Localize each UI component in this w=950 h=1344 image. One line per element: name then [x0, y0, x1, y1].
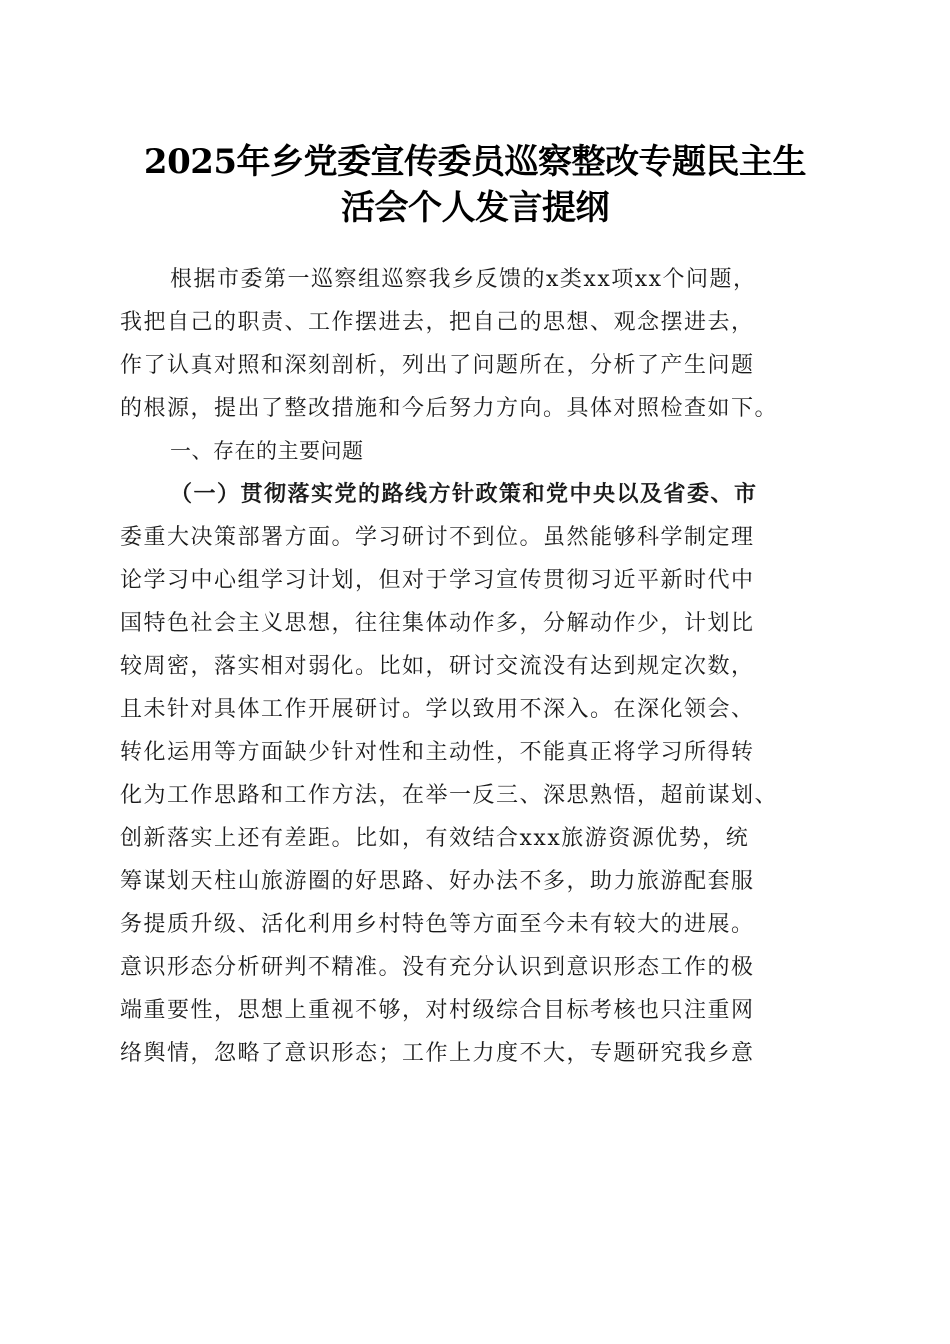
paragraph-intro-line: 根据市委第一巡察组巡察我乡反馈的x类xx项xx个问题， — [170, 267, 757, 292]
document-title-line-1: 2025年乡党委宣传委员巡察整改专题民主生 — [143, 142, 807, 182]
paragraph-line: 化为工作思路和工作方法，在举一反三、深思熟悟，超前谋划、 — [120, 783, 779, 808]
paragraph-line: 端重要性，思想上重视不够，对村级综合目标考核也只注重网 — [120, 998, 755, 1023]
paragraph-line: 意识形态分析研判不精准。没有充分认识到意识形态工作的极 — [120, 955, 755, 980]
document-title-line-2: 活会个人发言提纲 — [341, 188, 609, 228]
paragraph-line: 国特色社会主义思想，往往集体动作多，分解动作少，计划比 — [120, 611, 755, 636]
paragraph-line: 论学习中心组学习计划，但对于学习宣传贯彻习近平新时代中 — [120, 568, 755, 593]
document-body — [120, 258, 840, 1075]
paragraph-line: 转化运用等方面缺少针对性和主动性，不能真正将学习所得转 — [120, 740, 755, 765]
subsection-heading: （一）贯彻落实党的路线方针政策和党中央以及省委、市 — [170, 481, 758, 507]
paragraph-intro-line: 我把自己的职责、工作摆进去，把自己的思想、观念摆进去， — [120, 310, 755, 335]
paragraph-line: 委重大决策部署方面。学习研讨不到位。虽然能够科学制定理 — [120, 525, 755, 550]
section-heading: 一、存在的主要问题 — [170, 439, 364, 463]
paragraph-line: 筹谋划天柱山旅游圈的好思路、好办法不多，助力旅游配套服 — [120, 869, 755, 894]
paragraph-line: 且未针对具体工作开展研讨。学以致用不深入。在深化领会、 — [120, 697, 755, 722]
paragraph-intro-line: 作了认真对照和深刻剖析，列出了问题所在，分析了产生问题 — [120, 353, 755, 378]
paragraph-line: 络舆情，忽略了意识形态；工作上力度不大，专题研究我乡意 — [120, 1041, 755, 1066]
paragraph-line: 较周密，落实相对弱化。比如，研讨交流没有达到规定次数， — [120, 654, 755, 679]
paragraph-line — [120, 473, 840, 516]
paragraph-line: 创新落实上还有差距。比如，有效结合xxx旅游资源优势，统 — [120, 826, 750, 851]
paragraph-line: 务提质升级、活化利用乡村特色等方面至今未有较大的进展。 — [120, 912, 755, 937]
paragraph-intro-line: 的根源，提出了整改措施和今后努力方向。具体对照检查如下。 — [120, 396, 779, 421]
